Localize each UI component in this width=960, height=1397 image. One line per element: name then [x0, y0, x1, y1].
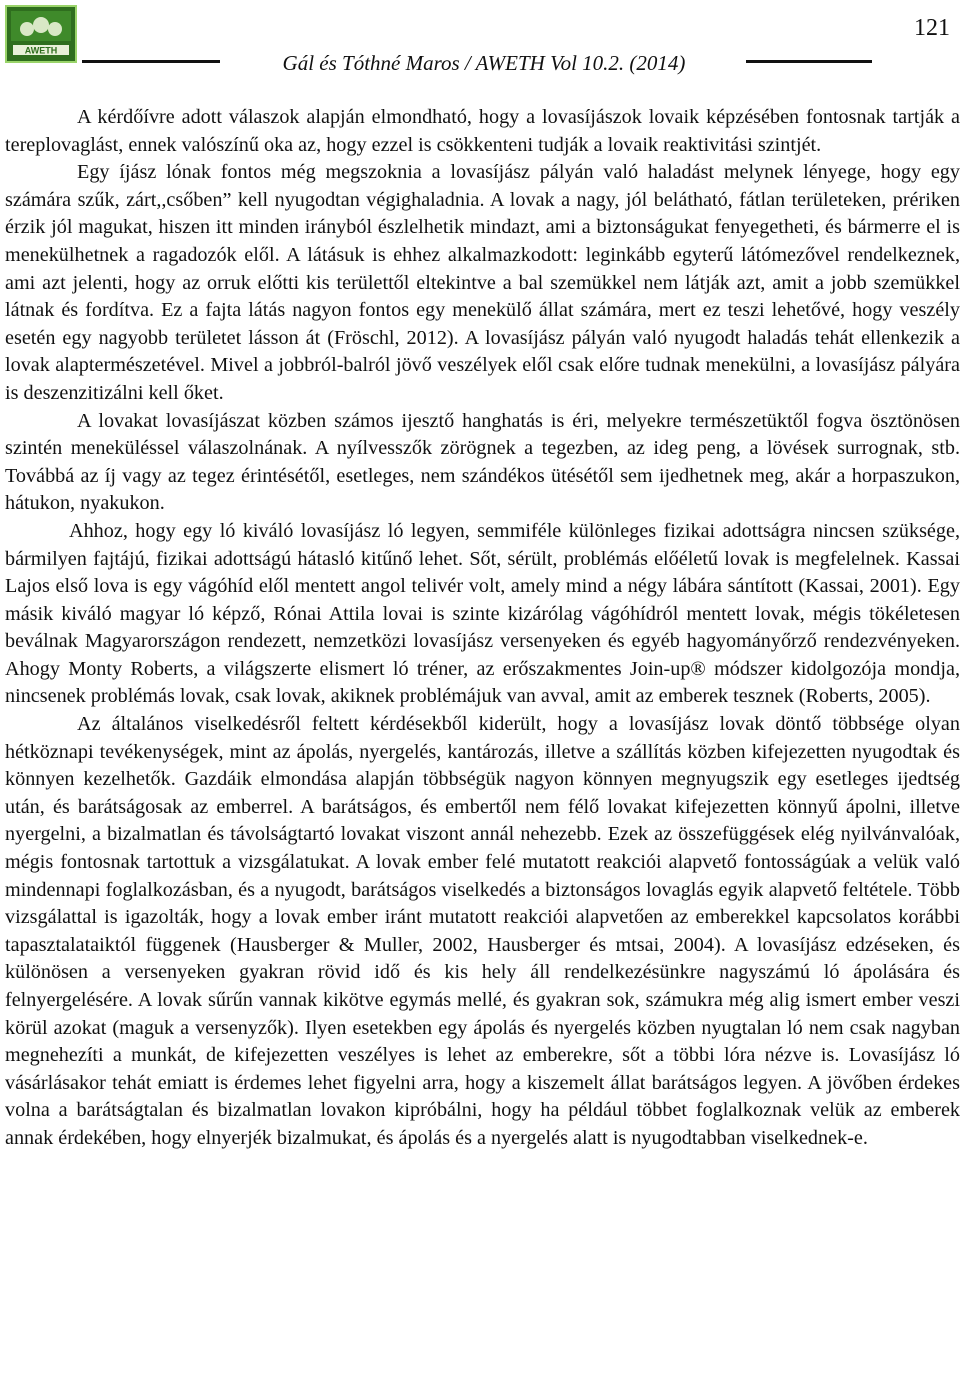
paragraph: A kérdőívre adott válaszok alapján elmondható, hogy a lovasíjászok lovaik képzésében fontosnak tartják a tereplovaglást, ennek valószínű oka az, hogy ezzel is csökkenteni tudják a lovaik reaktivitási szintjét.	[5, 106, 960, 156]
running-head	[0, 49, 960, 83]
paragraph: Ahhoz, hogy egy ló kiváló lovasíjász ló legyen, semmiféle különleges fizikai adottságra nincsen szüksége, bármilyen fajtájú, fizikai adottságú hátasló kitűnő lehet. Sőt, sérült, problémás előéletű lovak is megfelelnek. Kassai Lajos első lova is egy vágóhíd elől mentett angol telivér volt, amely mind a négy lábára sántított (Kassai, 2001). Egy másik kiváló magyar ló képző, Rónai Attila lovai is szinte kizárólag vágóhídról mentett lovak, mégis tökéletesen beválnak Magyarországon rendezett, nemzetközi lovasíjász versenyeken és egyéb hagyományőrző rendezvényeken. Ahogy Monty Roberts, a világszerte elismert ló tréner, az erőszakmentes Join-up® módszer kidolgozója mondja, nincsenek problémás lovak, csak lovak, akiknek problémájuk van avval, amit az emberek tesznek (Roberts, 2005).	[5, 519, 960, 708]
logo-text: AWETH	[24, 45, 58, 56]
paragraph: Az általános viselkedésről feltett kérdésekből kiderült, hogy a lovasíjász lovak döntő többsége olyan hétköznapi tevékenységek, mint az ápolás, nyergelés, kantározás, illetve a szállítás közben kifejezetten nyugodtak és könnyen kezelhetők. Gazdáik elmondása alapján többségük nagyon könnyen megnyugszik egy esetleges ijedtség után, és barátságosak az emberrel. A barátságos, és embertől nem félő lovakat kifejezetten könnyű ápolni, illetve nyergelni, a bizalmatlan és távolságtartó lovakat viszont annál nehezebb. Ezek az összefüggések elég nyilvánvalóak, mégis fontosnak tartottuk a vizsgálatukat. A lovak ember felé mutatott reakciói alapvető fontosságúak a velük való mindennapi foglalkozásban, és a nyugodt, barátságos viselkedés a biztonságos lovaglás egyik alapvető feltétele. Több vizsgálattal is igazolták, hogy a lovak ember iránt mutatott reakciói alapvetően az emberekkel kapcsolatos korábbi tapasztalataiktól függenek (Hausberger & Muller, 2002, Hausberger és mtsai, 2004). A lovasíjász edzéseken, és különösen a versenyeken gyakran rövid idő és kis hely áll rendelkezésünkre nagyszámú ló ápolására és felnyergelésére. A lovak sűrűn vannak kikötve egymás mellé, és gyakran sok, számukra még alig ismert ember veszi körül azokat (maguk a versenyzők). Ilyen esetekben egy ápolás és nyergelés közben nyugtalan ló nem csak nagyban megnehezíti a munkát, de kifejezetten veszélyes is lehet az emberekre, sőt a többi lóra nézve is. Lovasíjász ló vásárlásakor tehát emiatt is érdemes lehet figyelni arra, hogy a kiszemelt állat barátságos legyen. A jövőben érdekes volna a barátságtalan és bizalmatlan lovakon kipróbálni, hogy ha például többet foglalkoznak velük az emberek annak érdekében, hogy elnyerjék bizalmukat, és ápolás és a nyergelés alatt is nyugodtabban viselkednek-e.	[5, 713, 960, 1149]
header-rule-right	[746, 60, 872, 63]
page-number: 121	[914, 15, 950, 41]
paragraph: Egy íjász lónak fontos még megszoknia a lovasíjász pályán való haladást melynek lényege, hogy egy számára szűk, zárt,,csőben” kell nyugodtan végighaladnia. A lovak a nagy, jól belátható, fátlan területeken, prériken érzik jól magukat, hiszen itt minden irányból észlelhetik mindazt, ami a biztonságukat fenyegetheti, és bármerre el is menekülhetnek a ragadozók elől. A látásuk is ehhez alkalmazkodott: leginkább egyterű látómezővel rendelkeznek, ami azt jelenti, hogy az orruk előtti kis területtől eltekintve a bal szemükkel nem látják azt, amit a jobb szemükkel látnak és fordítva. Ez a fajta látás nagyon fontos egy menekülő állat számára, mert ez teszi lehetővé, hogy veszély esetén egy nagyobb területet lásson át (Fröschl, 2012). A lovasíjász pályán való nyugodt haladás tehát ellenkezik a lovak alaptermészetével. Mivel a jobbról-balról jövő veszélyek elől csak előre tudnak menekülni, a lovasíjász pályára is deszenzitizálni kell őket.	[5, 161, 960, 404]
header-rule-left	[82, 60, 220, 63]
article-body	[5, 104, 960, 1153]
paragraph: A lovakat lovasíjászat közben számos ijesztő hanghatás is éri, melyekre természetüktől fogva ösztönösen szintén meneküléssel válaszolnának. A nyílvesszők zörögnek a tegezben, az ideg peng, a lövések surrognak, stb. Továbbá az íj vagy az tegez érintésétől, esetleges, nem szándékos ütésétől sem ijedhetnek meg, akár a horpaszukon, hátukon, nyakukon.	[5, 409, 960, 515]
running-title: Gál és Tóthné Maros / AWETH Vol 10.2. (2014)	[282, 51, 686, 75]
